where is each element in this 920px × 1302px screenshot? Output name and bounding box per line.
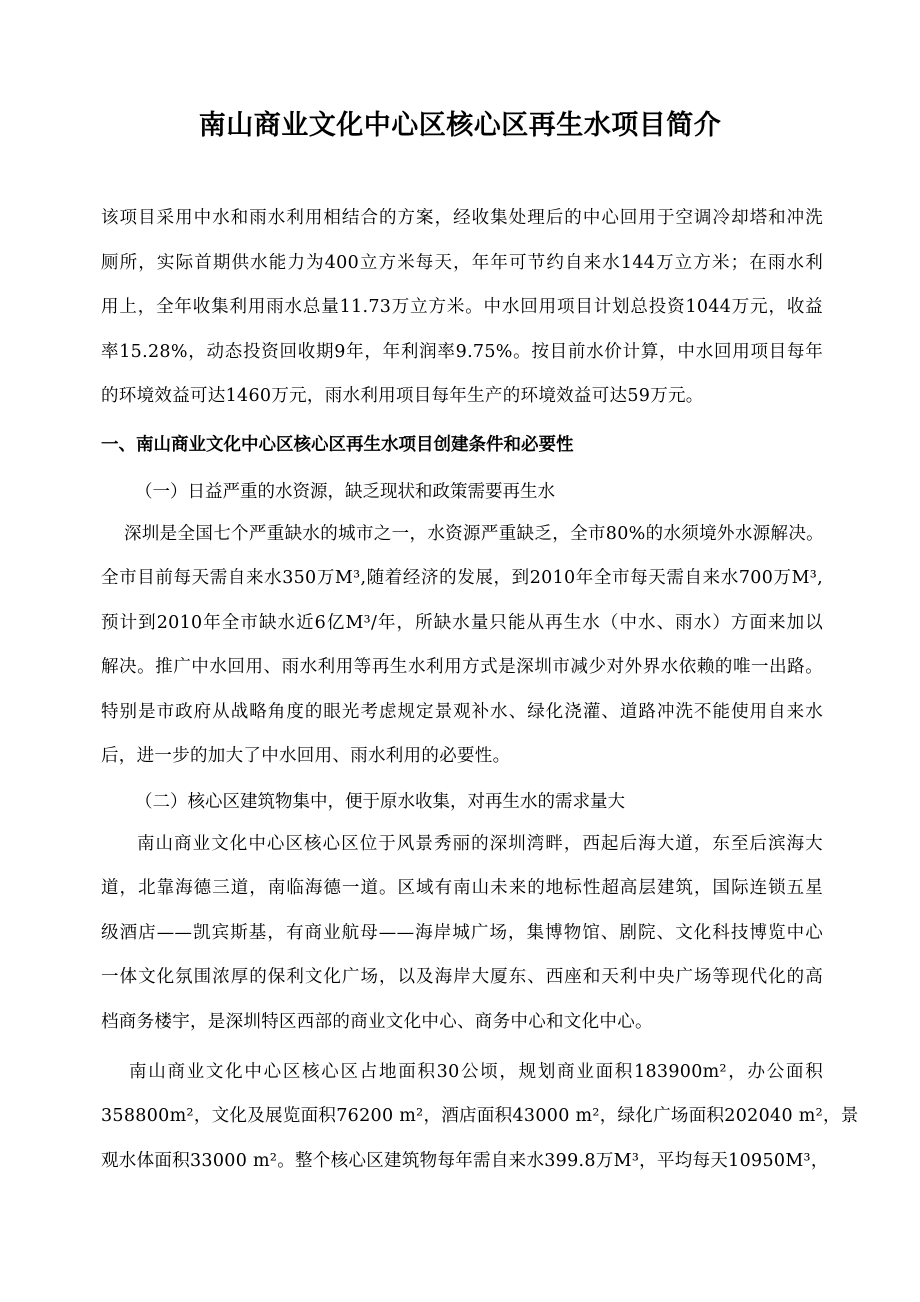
first-line-wrap <box>129 1050 823 1095</box>
text-line: 南山商业文化中心区核心区位于风景秀丽的深圳湾畔，西起后海大道，东至后滨海大 <box>137 834 823 854</box>
section-heading: 一、南山商业文化中心区核心区再生水项目创建条件和必要性 <box>101 435 574 455</box>
text-line: 358800m²，文化及展览面积76200 m²，酒店面积43000 m²，绿化广场面积202040 m²，景 <box>101 1106 859 1126</box>
text-line: 率15.28%，动态投资回收期9年，年利润率9.75%。按目前水价计算，中水回用项目每年 <box>101 341 823 362</box>
text-line: 南山商业文化中心区核心区占地面积30公顷，规划商业面积183900m²，办公面积 <box>129 1062 823 1082</box>
subsection2-paragraph-1 <box>101 866 823 1044</box>
subsection1-paragraph <box>101 556 823 779</box>
text-line: 的环境效益可达1460万元，雨水利用项目每年生产的环境效益可达59万元。 <box>101 386 704 406</box>
text-line: 深圳是全国七个严重缺水的城市之一，水资源严重缺乏，全市80%的水须境外水源解决。 <box>124 524 824 544</box>
text-line: 后，进一步的加大了中水回用、雨水利用的必要性。 <box>101 746 511 766</box>
text-line: 用上，全年收集利用雨水总量11.73万立方米。中水回用项目计划总投资1044万元，收益 <box>101 297 823 317</box>
intro-paragraph <box>101 196 823 419</box>
text-line: 解决。推广中水回用、雨水利用等再生水利用方式是深圳市减少对外界水依赖的唯一出路。 <box>101 657 823 677</box>
text-line: 级酒店——凯宾斯基，有商业航母——海岸城广场，集博物馆、剧院、文化科技博览中心 <box>101 922 823 943</box>
page-title: 南山商业文化中心区核心区再生水项目简介 <box>198 110 722 141</box>
subsection-heading-1: （一）日益严重的水资源，缺乏现状和政策需要再生水 <box>135 482 555 502</box>
subsection-heading-2: （二）核心区建筑物集中，便于原水收集，对再生水的需求量大 <box>135 792 625 812</box>
text-line: 道，北靠海德三道，南临海德一道。区域有南山未来的地标性超高层建筑，国际连锁五星 <box>101 878 823 898</box>
text-line: 观水体面积33000 m²。整个核心区建筑物每年需自来水399.8万M³，平均每天10950M³， <box>101 1150 829 1171</box>
text-line: 一体文化氛围浓厚的保利文化广场，以及海岸大厦东、西座和天利中央广场等现代化的高 <box>101 967 823 987</box>
text-line: 全市目前每天需自来水350万M³,随着经济的发展，到2010年全市每天需自来水700万M³, <box>101 568 823 588</box>
text-line: 预计到2010年全市缺水近6亿M³/年，所缺水量只能从再生水（中水、雨水）方面来加以 <box>101 612 823 633</box>
text-line: 该项目采用中水和雨水利用相结合的方案，经收集处理后的中心回用于空调冷却塔和冲洗 <box>101 208 823 228</box>
first-line-wrap <box>137 822 823 867</box>
text-line: 档商务楼宇，是深圳特区西部的商业文化中心、商务中心和文化中心。 <box>101 1011 653 1032</box>
text-line: 厕所，实际首期供水能力为400立方米每天，年年可节约自来水144万立方米；在雨水利 <box>101 252 823 273</box>
subsection2-paragraph-2 <box>101 1094 859 1183</box>
text-line: 特别是市政府从战略角度的眼光考虑规定景观补水、绿化浇灌、道路冲洗不能使用自来水 <box>101 701 823 722</box>
first-line-wrap <box>124 512 824 557</box>
